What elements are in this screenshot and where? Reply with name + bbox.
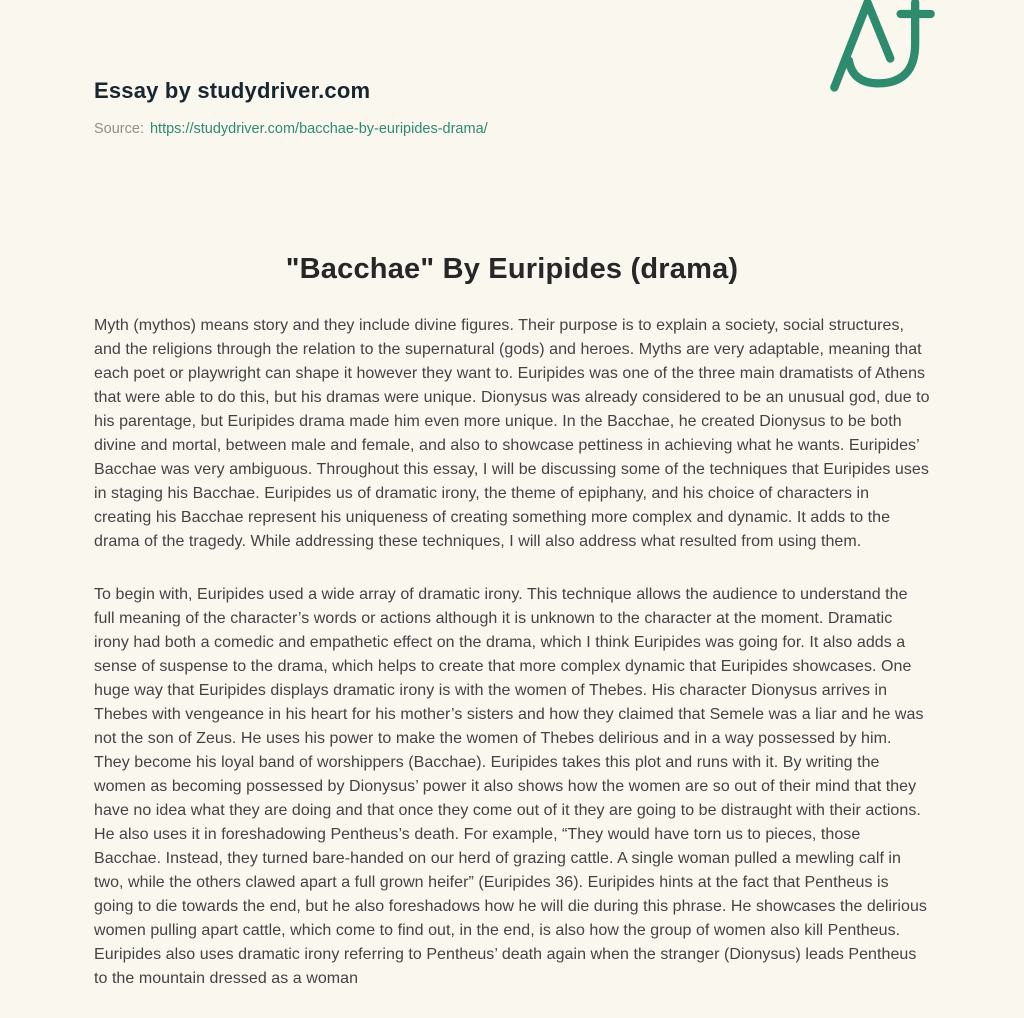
essay-paragraph-2: To begin with, Euripides used a wide array of dramatic irony. This technique allows the audience to understand the full meaning of the character’s words or actions although it is unknown to the character at the moment. Dramatic irony had both a comedic and empathetic effect on the drama, which I think Euripides was going for. It also adds a sense of suspense to the drama, which helps to create that more complex dynamic that Euripides showcases. One huge way that Euripides displays dramatic irony is with the women of Thebes. His character Dionysus arrives in Thebes with vengeance in his heart for his mother’s sisters and how they claimed that Semele was a liar and he was not the son of Zeus. He uses his power to make the women of Thebes delirious and in a way possessed by him. They become his loyal band of worshippers (Bacchae). Euripides takes this plot and runs with it. By writing the women as becoming possessed by Dionysus’ power it also shows how the women are so out of their mind that they have no idea what they are doing and that once they come out of it they are going to be distraught with their actions. He also uses it in foreshadowing Pentheus’s death. For example, “They would have torn us to pieces, those Bacchae. Instead, they turned bare-handed on our herd of grazing cattle. A single woman pulled a mewling calf in two, while the others clawed apart a full grown heifer” (Euripides 36). Euripides hints at the fact that Pentheus is going to die towards the end, but he also foreshadows how he will die during this phrase. He showcases the delirious women pulling apart cattle, which come to find out, in the end, is also how the group of women also kill Pentheus. Euripides also uses dramatic irony referring to Pentheus’ death again when the stranger (Dionysus) leads Pentheus to the mountain dressed as a woman xyxy=(94,586,927,987)
essay-title: "Bacchae" By Euripides (drama) xyxy=(285,253,739,285)
essay-paragraph-1: Myth (mythos) means story and they include divine figures. Their purpose is to explain a society, social structures, and the religions through the relation to the supernatural (gods) and heroes. Myths are very adaptable, meaning that each poet or playwright can shape it however they want to. Euripides was one of the three main dramatists of Athens that were able to do this, but his dramas were unique. Dionysus was already considered to be an unusual god, due to his parentage, but Euripides drama made him even more unique. In the Bacchae, he created Dionysus to be both divine and mortal, between male and female, and also to showcase pettiness in achieving what he wants. Euripides’ Bacchae was very ambiguous. Throughout this essay, I will be discussing some of the techniques that Euripides uses in staging his Bacchae. Euripides us of dramatic irony, the theme of epiphany, and his choice of characters in creating his Bacchae represent his uniqueness of creating something more complex and dynamic. It adds to the drama of the tragedy. While addressing these techniques, I will also address what resulted from using them. xyxy=(94,317,930,550)
studydriver-logo-icon xyxy=(824,0,940,94)
source-label: Source: xyxy=(94,121,144,137)
source-line xyxy=(94,121,930,137)
essay-page xyxy=(94,0,930,991)
essay-body xyxy=(94,314,930,991)
brand-title: Essay by studydriver.com xyxy=(94,78,371,103)
essay-content xyxy=(94,253,930,991)
source-url-link[interactable]: https://studydriver.com/bacchae-by-euripides-drama/ xyxy=(149,121,488,137)
page-header xyxy=(94,78,930,137)
